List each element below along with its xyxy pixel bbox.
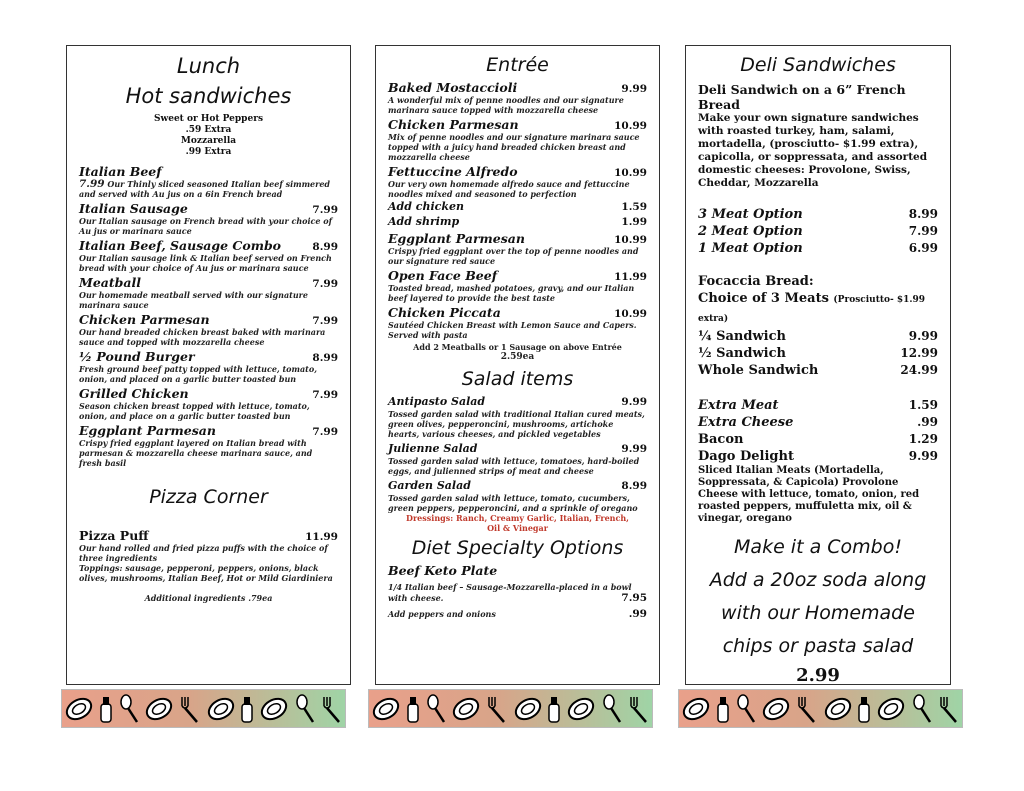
item-price: 9.99 (621, 443, 647, 455)
fork-icon (938, 694, 960, 724)
extra-name: Extra Cheese (698, 415, 794, 430)
salad-heading: Salad items (461, 368, 574, 390)
plate-icon (823, 694, 853, 724)
extra-name: Dago Delight (698, 449, 794, 464)
fork-icon (179, 694, 201, 724)
item-desc: Our homemade meatball served with our signature marinara sauce (79, 290, 308, 310)
extra-price: 1.59 (908, 398, 938, 412)
item-name: Open Face Beef (388, 268, 498, 283)
item-desc: Our Italian sausage link & Italian beef served on French bread with your choice of Au jus or marinara sauce (79, 253, 332, 273)
pizza-corner-heading: Pizza Corner (149, 486, 268, 508)
item-desc: Fresh ground beef patty topped with lettuce, tomato, onion, and placed on a garlic butter toasted bun (79, 364, 317, 384)
item-name: Baked Mostaccioli (388, 80, 518, 95)
meatball-price: 2.59ea (500, 352, 535, 362)
spoon-icon (425, 694, 447, 724)
item-desc: Crispy fried eggplant layered on Italian bread with parmesan & mozzarella cheese marinara sauce, and fresh basil (79, 438, 313, 468)
item-name: Italian Sausage (79, 201, 188, 216)
item-name: Pizza Puff (79, 528, 149, 543)
menu-item (79, 164, 338, 199)
lunch-heading: Lunch (176, 54, 241, 78)
item-desc: Tossed garden salad with lettuce, tomatoes, hard-boiled eggs, and julienned strips of meat and cheese (388, 456, 640, 476)
add-shrimp-price: 1.99 (621, 216, 647, 228)
item-price: 10.99 (614, 308, 647, 320)
focaccia-option-name: ¼ Sandwich (698, 329, 786, 344)
combo-line3: with our Homemade (721, 602, 915, 624)
menu-item (388, 563, 647, 620)
item-price: 9.99 (621, 396, 647, 408)
bottle-icon (240, 694, 254, 724)
extra-price: .99 (917, 415, 938, 429)
item-desc-cont: with cheese. (388, 593, 444, 603)
plate-icon (206, 694, 236, 724)
item-desc: Mix of penne noodles and our signature marinara sauce topped with a juicy hand breaded chicken breast and mozzarella cheese (388, 132, 640, 162)
mozzarella-note: Mozzarella (180, 136, 237, 146)
item-name: Chicken Piccata (388, 305, 501, 320)
focaccia-note: (Prosciutto- $1.99 extra) (698, 295, 926, 324)
item-name: Antipasto Salad (388, 395, 486, 408)
item-desc: Tossed garden salad with lettuce, tomato, cucumbers, green peppers, pepperoncini, and a sprinkle of oregano (388, 493, 638, 513)
focaccia-option-price: 9.99 (908, 329, 938, 343)
deli-sandwich-desc: Make your own signature sandwiches with roasted turkey, ham, salami, mortadella, (prosciutto- $1.99 extra), capicolla, or soppressata, and assorted domestic cheeses: Provolone, Swiss, Cheddar, Mozzarella (698, 112, 928, 189)
item-price: 8.99 (621, 480, 647, 492)
combo-line1: Make it a Combo! (734, 536, 902, 558)
focaccia-option-price: 24.99 (900, 363, 938, 377)
fork-icon (321, 694, 343, 724)
fork-icon (486, 694, 508, 724)
item-name: Eggplant Parmesan (79, 423, 216, 438)
dago-desc: Sliced Italian Meats (Mortadella, Soppressata, & Capicola) Provolone Cheese with lettuce, tomato, onion, red roasted peppers, muffuletta mix, oil & vinegar, oregano (698, 465, 920, 524)
spoon-icon (294, 694, 316, 724)
bottle-icon (99, 694, 113, 724)
spoon-icon (735, 694, 757, 724)
item-price: 7.99 (312, 389, 338, 401)
item-desc: Our hand breaded chicken breast baked with marinara sauce and topped with mozzarella cheese (79, 327, 326, 347)
utensil-strip (678, 689, 963, 728)
item-desc: Our Italian sausage on French bread with your choice of Au jus or marinara sauce (79, 216, 333, 236)
meatball-note: Add 2 Meatballs or 1 Sausage on above Entrée (413, 342, 622, 352)
item-name: Chicken Parmesan (79, 312, 210, 327)
item-price: 7.99 (312, 315, 338, 327)
plate-icon (64, 694, 94, 724)
item-desc: A wonderful mix of penne noodles and our signature marinara sauce topped with mozzarella cheese (388, 95, 624, 115)
focaccia-option-price: 12.99 (900, 346, 938, 360)
fork-icon (628, 694, 650, 724)
entree-heading: Entrée (486, 54, 549, 76)
combo-line4: chips or pasta salad (722, 635, 914, 657)
extra-price: 1.29 (908, 432, 938, 446)
plate-icon (761, 694, 791, 724)
add-shrimp-label: Add shrimp (388, 215, 460, 228)
item-desc: Tossed garden salad with traditional Italian cured meats, green olives, pepperoncini, mushrooms, artichoke hearts, various cheeses, and pickled vegetables (388, 409, 645, 439)
meat-option-name: 1 Meat Option (698, 241, 803, 256)
focaccia-choice: Choice of 3 Meats (698, 291, 829, 306)
plate-icon (259, 694, 289, 724)
spoon-icon (601, 694, 623, 724)
meat-option-price: 6.99 (908, 241, 938, 255)
focaccia-title: Focaccia Bread: (698, 274, 814, 289)
dressings-line1: Dressings: Ranch, Creamy Garlic, Italian, French, (406, 513, 629, 523)
item-desc: Season chicken breast topped with lettuce, tomato, onion, and place on a garlic butter toasted bun (79, 401, 310, 421)
plate-icon (144, 694, 174, 724)
item-name: Chicken Parmesan (388, 117, 519, 132)
item-name: Garden Salad (388, 479, 471, 492)
item-desc: Our Thinly sliced seasoned Italian beef simmered and served with Au jus on a 6in French bread (79, 179, 331, 199)
item-price: 7.99 (79, 178, 105, 190)
utensil-strip (368, 689, 653, 728)
hot-sandwiches-heading: Hot sandwiches (125, 84, 292, 108)
additional-ingredients: Additional ingredients .79ea (144, 593, 273, 603)
mozzarella-price: .99 Extra (185, 147, 232, 157)
item-desc: 1/4 Italian beef – Sausage-Mozzarella-placed in a bowl (388, 582, 632, 592)
plate-icon (513, 694, 543, 724)
deli-panel (685, 45, 951, 685)
lunch-panel (66, 45, 351, 685)
extra-name: Extra Meat (698, 398, 779, 413)
item-price: 8.99 (312, 352, 338, 364)
item-price: 11.99 (305, 531, 338, 543)
item-price: 9.99 (621, 83, 647, 95)
deli-sandwich-name: Deli Sandwich on a 6” French Bread (698, 82, 906, 112)
peppers-price: .59 Extra (185, 125, 232, 135)
plate-icon (451, 694, 481, 724)
add-peppers-label: Add peppers and onions (388, 609, 496, 619)
focaccia-option-name: ½ Sandwich (698, 346, 786, 361)
item-price: 7.99 (312, 204, 338, 216)
meat-option-name: 3 Meat Option (698, 207, 803, 222)
item-price: 7.99 (312, 426, 338, 438)
spoon-icon (911, 694, 933, 724)
dressings-line2: Oil & Vinegar (487, 523, 548, 533)
combo-price: 2.99 (796, 665, 840, 686)
bottle-icon (406, 694, 420, 724)
spoon-icon (118, 694, 140, 724)
item-name: Julienne Salad (388, 442, 478, 455)
combo-line2: Add a 20oz soda along (709, 569, 927, 591)
extra-name: Bacon (698, 432, 744, 447)
plate-icon (876, 694, 906, 724)
item-name: Meatball (79, 275, 141, 290)
focaccia-option-name: Whole Sandwich (698, 363, 819, 378)
item-name: Eggplant Parmesan (388, 231, 525, 246)
add-chicken-price: 1.59 (621, 201, 647, 213)
item-price: 7.99 (312, 278, 338, 290)
item-desc: Toasted bread, mashed potatoes, gravy, and our Italian beef layered to provide the best taste (388, 283, 635, 303)
add-chicken-label: Add chicken (388, 200, 464, 213)
item-desc: Our hand rolled and fried pizza puffs with the choice of three ingredients (79, 543, 328, 563)
item-name: Grilled Chicken (79, 386, 189, 401)
item-name: Beef Keto Plate (388, 563, 498, 578)
add-peppers-price: .99 (628, 608, 647, 620)
item-name: Fettuccine Alfredo (388, 164, 518, 179)
bottle-icon (857, 694, 871, 724)
plate-icon (566, 694, 596, 724)
item-price: 11.99 (614, 271, 647, 283)
menu-item (79, 528, 338, 603)
item-desc: Our very own homemade alfredo sauce and fettuccine noodles mixed and seasoned to perfection (388, 179, 630, 199)
item-desc: Crispy fried eggplant over the top of penne noodles and our signature red sauce (388, 246, 639, 266)
item-price: 8.99 (312, 241, 338, 253)
plate-icon (681, 694, 711, 724)
diet-heading: Diet Specialty Options (411, 537, 624, 559)
item-price: 10.99 (614, 120, 647, 132)
item-price: 7.95 (621, 592, 647, 604)
peppers-note: Sweet or Hot Peppers (153, 114, 264, 124)
meat-option-price: 7.99 (908, 224, 938, 238)
extra-price: 9.99 (908, 449, 938, 463)
item-price: 10.99 (614, 234, 647, 246)
bottle-icon (547, 694, 561, 724)
entree-panel (375, 45, 660, 685)
meat-option-name: 2 Meat Option (698, 224, 803, 239)
plate-icon (371, 694, 401, 724)
item-price: 10.99 (614, 167, 647, 179)
deli-heading: Deli Sandwiches (740, 54, 896, 76)
fork-icon (796, 694, 818, 724)
utensil-strip (61, 689, 346, 728)
bottle-icon (716, 694, 730, 724)
item-name: Italian Beef (79, 164, 162, 179)
item-name: ½ Pound Burger (79, 349, 195, 364)
item-desc: Sautéed Chicken Breast with Lemon Sauce and Capers. Served with pasta (388, 320, 637, 340)
item-name: Italian Beef, Sausage Combo (79, 238, 282, 253)
toppings-desc: Toppings: sausage, pepperoni, peppers, onions, black olives, mushrooms, Italian Beef, Hot or Mild Giardiniera (79, 563, 333, 583)
meat-option-price: 8.99 (908, 207, 938, 221)
